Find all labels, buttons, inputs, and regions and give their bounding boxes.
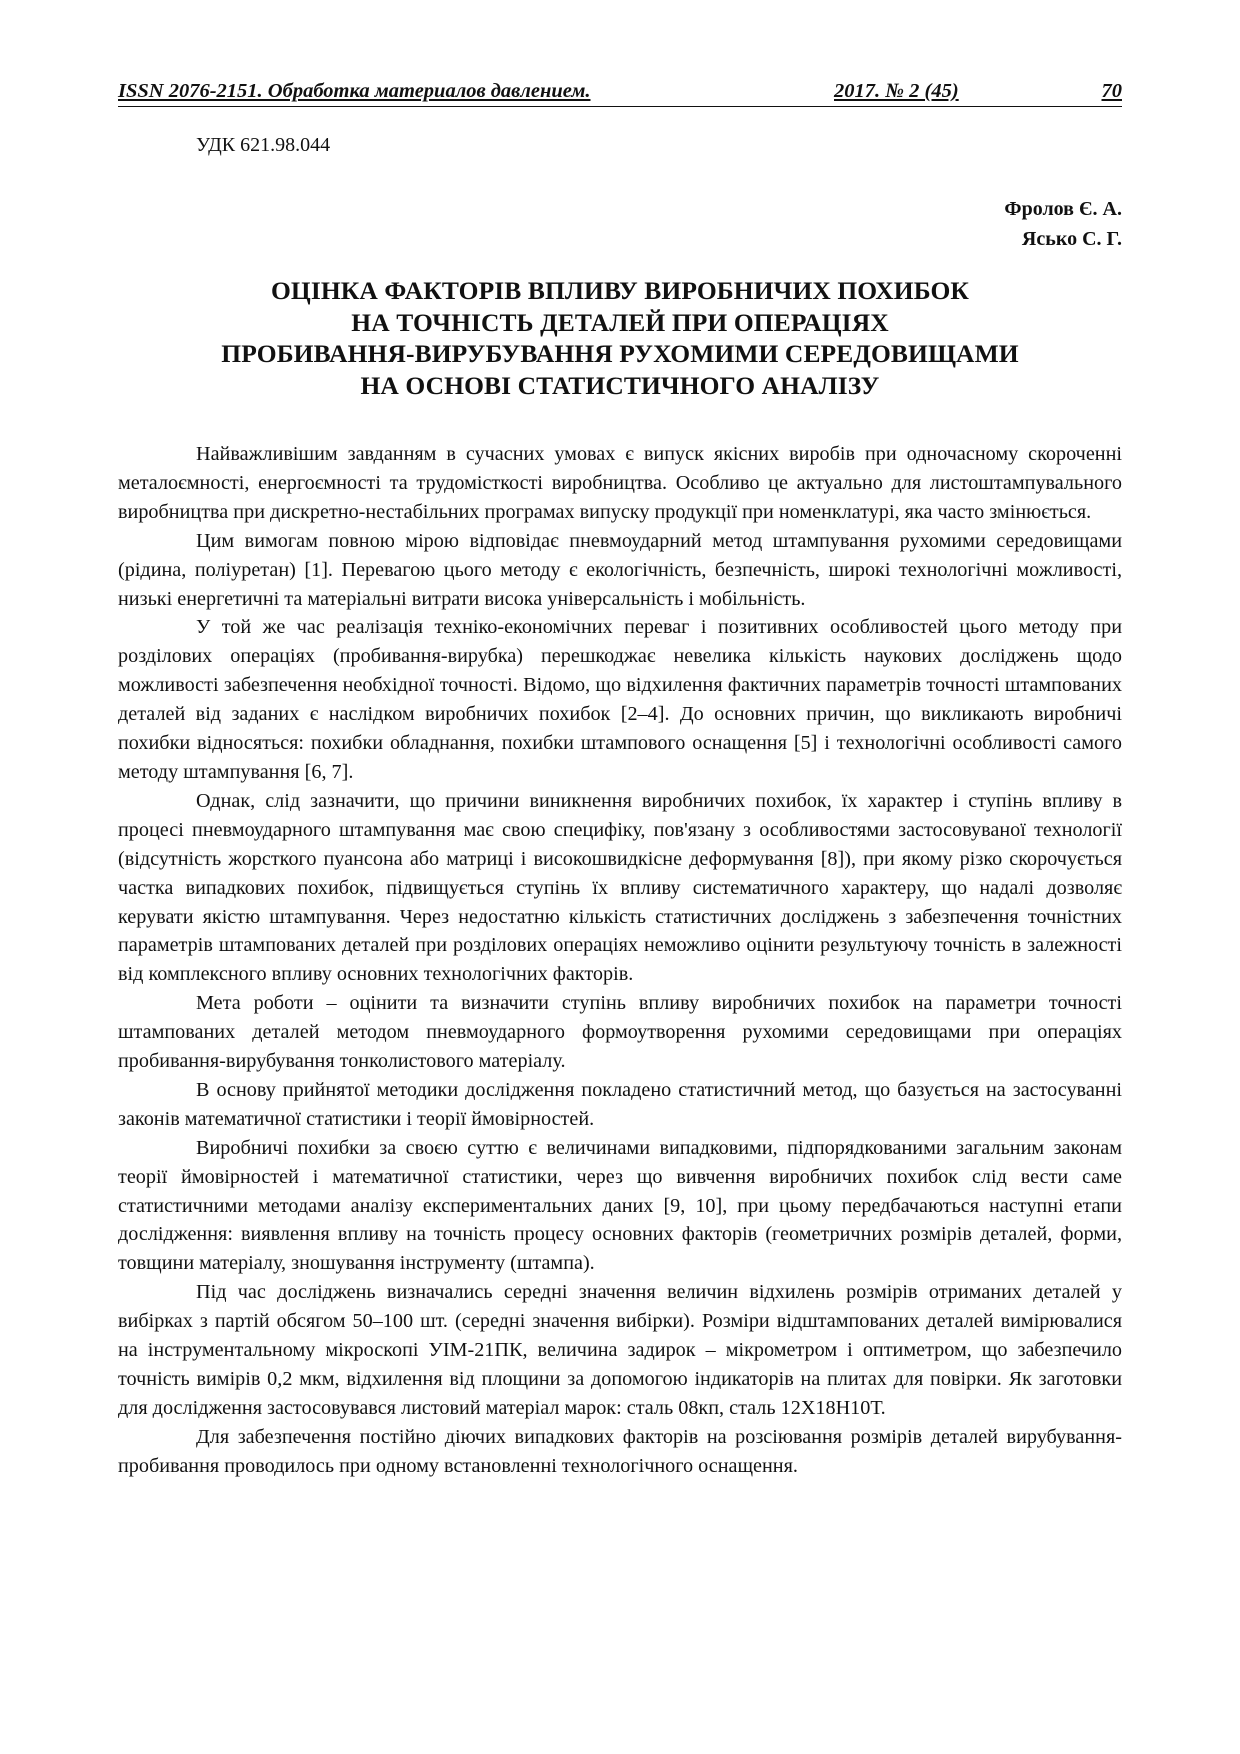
title-line: НА ТОЧНІСТЬ ДЕТАЛЕЙ ПРИ ОПЕРАЦІЯХ — [351, 307, 889, 337]
title-line: НА ОСНОВІ СТАТИСТИЧНОГО АНАЛІЗУ — [360, 370, 880, 400]
body-paragraph: Мета роботи – оцінити та визначити ступінь впливу виробничих похибок на параметри точності штампованих деталей методом пневмоударного формоутворення рухомими середовищами при операціях пробивання-вирубування тонколистового матеріалу. — [118, 992, 1122, 1073]
title-line: ОЦІНКА ФАКТОРІВ ВПЛИВУ ВИРОБНИЧИХ ПОХИБОК — [270, 276, 970, 305]
body-paragraph: Найважливішим завданням в сучасних умовах є випуск якісних виробів при одночасному скороченні металоємності, енергоємності та трудомісткості виробництва. Особливо це актуально для листоштампувального виробництва при дискретно-нестабільних програмах випуску продукції при номенклатурі, яка часто змінюється. — [118, 443, 1122, 523]
page-number: 70 — [1101, 80, 1122, 102]
body-paragraph: Для забезпечення постійно діючих випадкових факторів на розсіювання розмірів деталей вирубування-пробивання проводилось при одному встановленні технологічного оснащення. — [118, 1425, 1122, 1477]
running-header — [118, 78, 1122, 107]
article-body — [118, 440, 1122, 1481]
journal-title: ISSN 2076-2151. Обработка материалов давлением. — [118, 80, 591, 102]
author-name: Ясько С. Г. — [1021, 228, 1122, 250]
author-list — [1004, 194, 1122, 254]
udc-code: УДК 621.98.044 — [196, 134, 331, 156]
body-paragraph: Однак, слід зазначити, що причини виникнення виробничих похибок, їх характер і ступінь впливу в процесі пневмоударного штампування має свою специфіку, пов'язану з особливостями застосовуваної технології (відсутність жорсткого пуансона або матриці і високошвидкісне деформування [8]), при якому різко скорочується частка випадкових похибок, підвищується ступінь їх впливу систематичного характеру, що надалі дозволяє керувати якістю штампування. Через недостатню кількість статистичних досліджень з забезпечення точністних параметрів штампованих деталей при розділових операціях неможливо оцінити результуючу точність в залежності від комплексного впливу основних технологічних факторів. — [118, 789, 1122, 986]
body-paragraph: В основу прийнятої методики дослідження покладено статистичний метод, що базується на застосуванні законів математичної статистики і теорії ймовірностей. — [118, 1078, 1122, 1130]
title-line: ПРОБИВАННЯ-ВИРУБУВАННЯ РУХОМИМИ СЕРЕДОВИЩАМИ — [221, 339, 1019, 368]
article-title — [118, 275, 1122, 401]
body-paragraph: У той же час реалізація техніко-економічних переваг і позитивних особливостей цього методу при розділових операціях (пробивання-вирубка) перешкоджає невелика кількість наукових досліджень щодо можливості забезпечення необхідної точності. Відомо, що відхилення фактичних параметрів точності штампованих деталей від заданих є наслідком виробничих похибок [2–4]. До основних причин, що викликають виробничі похибки відносяться: похибки обладнання, похибки штампового оснащення [5] і технологічні особливості самого методу штампування [6, 7]. — [118, 616, 1122, 783]
body-paragraph: Під час досліджень визначались середні значення величин відхилень розмірів отриманих деталей у вибірках з партій обсягом 50–100 шт. (середні значення вибірки). Розміри відштампованих деталей вимірювалися на інструментальному мікроскопі УІМ-21ПК, величина задирок – мікрометром і оптиметром, що забезпечило точність вимірів 0,2 мкм, відхилення від площини за допомогою індикаторів на плитах для повірки. Як заготовки для дослідження застосовувався листовий матеріал марок: сталь 08кп, сталь 12Х18Н10Т. — [118, 1281, 1122, 1419]
issue-number: 2017. № 2 (45) — [834, 80, 959, 102]
body-paragraph: Виробничі похибки за своєю суттю є величинами випадковими, підпорядкованими загальним законам теорії ймовірностей і математичної статистики, через що вивчення виробничих похибок слід вести саме статистичними методами аналізу експериментальних даних [9, 10], при цьому передбачаються наступні етапи дослідження: виявлення впливу на точність процесу основних факторів (геометричних розмірів деталей, форми, товщини матеріалу, зношування інструменту (штампа). — [118, 1136, 1122, 1275]
body-paragraph: Цим вимогам повною мірою відповідає пневмоударний метод штампування рухомими середовищами (рідина, поліуретан) [1]. Перевагою цього методу є екологічність, безпечність, широкі технологічні можливості, низькі енергетичні та матеріальні витрати висока універсальність і мобільність. — [118, 529, 1122, 610]
author-name: Фролов Є. А. — [1004, 198, 1122, 220]
